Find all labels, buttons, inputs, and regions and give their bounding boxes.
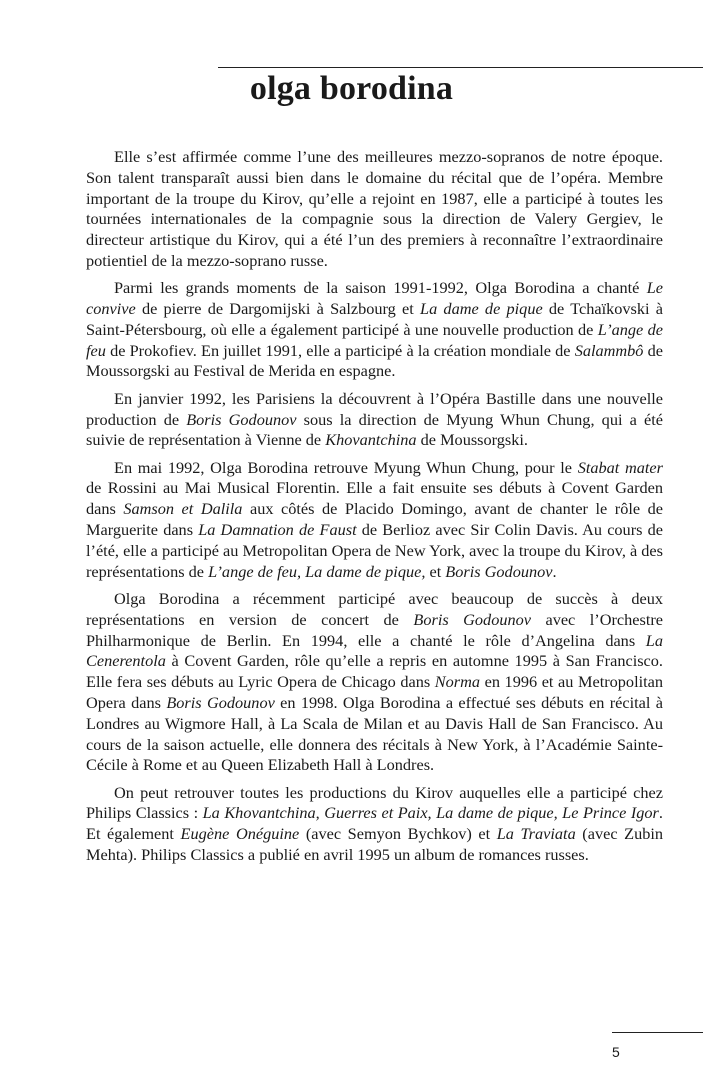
italic-title: La Traviata bbox=[496, 824, 576, 844]
text-run: En mai 1992, Olga Borodina retrouve Myung Whun Chung, pour le bbox=[114, 457, 578, 477]
page-title: olga borodina bbox=[249, 70, 454, 107]
italic-title: Eugène Onéguine bbox=[180, 824, 300, 844]
italic-title: La Cenerentola bbox=[86, 630, 663, 671]
text-run: . bbox=[552, 561, 557, 581]
paragraph bbox=[86, 278, 663, 382]
text-run: . Et également bbox=[86, 803, 663, 844]
top-rule bbox=[218, 67, 703, 68]
text-run: Elle s’est affirmée comme l’une des meilleures mezzo-sopranos de notre époque. Son talent transparaît aussi bien dans le domaine du récital que de l’opéra. Membre important de la troupe du Kirov, qu’elle a rejoint en 1987, elle a participé à toutes les tournées internationales de la compagnie sous la direction de Valery Gergiev, le directeur artistique du Kirov, qui a été l’un des premiers à reconnaître l’extraordinaire potientiel de la mezzo-soprano russe. bbox=[86, 147, 663, 270]
italic-title: L’ange de feu, La dame de pique, bbox=[208, 561, 426, 581]
text-run: en 1998. Olga Borodina a effectué ses débuts en récital à Londres au Wigmore Hall, à La Scala de Milan et au Davis Hall de San Francisco. Au cours de la saison actuelle, elle donnera des récitals à New York, à l’Académie Sainte-Cécile à Rome et au Queen Elizabeth Hall à Londres. bbox=[86, 692, 663, 775]
text-run: Olga Borodina a récemment participé avec beaucoup de succès à deux représentations en version de concert de bbox=[86, 588, 663, 629]
italic-title: La Khovantchina, Guerres et Paix, La dame de pique, Le Prince Igor bbox=[202, 803, 659, 823]
text-run: de Prokofiev. En juillet 1991, elle a participé à la création mondiale de bbox=[105, 340, 575, 360]
text-run: En janvier 1992, les Parisiens la découvrent à l’Opéra Bastille dans une nouvelle production de bbox=[86, 388, 663, 429]
italic-title: Boris Godounov bbox=[413, 609, 531, 629]
bottom-rule bbox=[612, 1032, 703, 1033]
italic-title: L’ange de feu bbox=[86, 319, 663, 360]
text-run: de Tchaïkovski à Saint-Pétersbourg, où elle a également participé à une nouvelle production de bbox=[86, 299, 664, 339]
text-run: (avec Semyon Bychkov) et bbox=[299, 824, 497, 844]
paragraph bbox=[86, 389, 663, 451]
text-run: (avec Zubin Mehta). Philips Classics a publié en avril 1995 un album de romances russes. bbox=[86, 824, 664, 864]
text-run: de Moussorgski. bbox=[416, 430, 528, 450]
paragraph bbox=[86, 147, 663, 272]
text-run: avec l’Orchestre Philharmonique de Berlin. En 1994, elle a chanté le rôle d’Angelina dans bbox=[86, 609, 663, 650]
paragraph bbox=[86, 783, 663, 866]
paragraph bbox=[86, 589, 663, 776]
italic-title: Boris Godounov bbox=[445, 561, 553, 581]
italic-title: Norma bbox=[434, 672, 481, 692]
italic-title: La Damnation de Faust bbox=[198, 520, 357, 540]
italic-title: Boris Godounov bbox=[186, 409, 297, 429]
text-run: aux côtés de Placido Domingo, avant de chanter le rôle de Marguerite dans bbox=[86, 499, 663, 540]
text-run: et bbox=[425, 561, 446, 581]
text-run: de Berlioz avec Sir Colin Davis. Au cours de l’été, elle a participé au Metropolitan Opera de New York, avec la troupe du Kirov, à des représentations de bbox=[86, 520, 663, 581]
text-run: de Moussorgski au Festival de Merida en espagne. bbox=[86, 340, 663, 381]
italic-title: La dame de pique bbox=[420, 299, 543, 319]
text-run: en 1996 et au Metropolitan Opera dans bbox=[86, 672, 664, 712]
italic-title: Le convive bbox=[86, 278, 663, 319]
italic-title: Stabat mater bbox=[577, 457, 663, 477]
text-run: à Covent Garden, rôle qu’elle a repris en automne 1995 à San Francisco. Elle fera ses débuts au Lyric Opera de Chicago dans bbox=[86, 651, 663, 692]
italic-title: Samson et Dalila bbox=[123, 499, 243, 519]
paragraph bbox=[86, 458, 663, 583]
body-text bbox=[86, 147, 663, 872]
text-run: sous la direction de Myung Whun Chung, qui a été suivie de représentation à Vienne de bbox=[86, 409, 663, 450]
italic-title: Salammbô bbox=[574, 340, 644, 360]
italic-title: Khovantchina bbox=[325, 430, 417, 450]
italic-title: Boris Godounov bbox=[166, 692, 275, 712]
text-run: On peut retrouver toutes les productions du Kirov auquelles elle a participé chez Philips Classics : bbox=[86, 782, 663, 823]
page-number: 5 bbox=[612, 1044, 620, 1060]
text-run: de pierre de Dargomijski à Salzbourg et bbox=[135, 299, 421, 319]
text-run: Parmi les grands moments de la saison 1991-1992, Olga Borodina a chanté bbox=[114, 278, 647, 298]
text-run: de Rossini au Mai Musical Florentin. Elle a fait ensuite ses débuts à Covent Garden dans bbox=[86, 478, 663, 519]
